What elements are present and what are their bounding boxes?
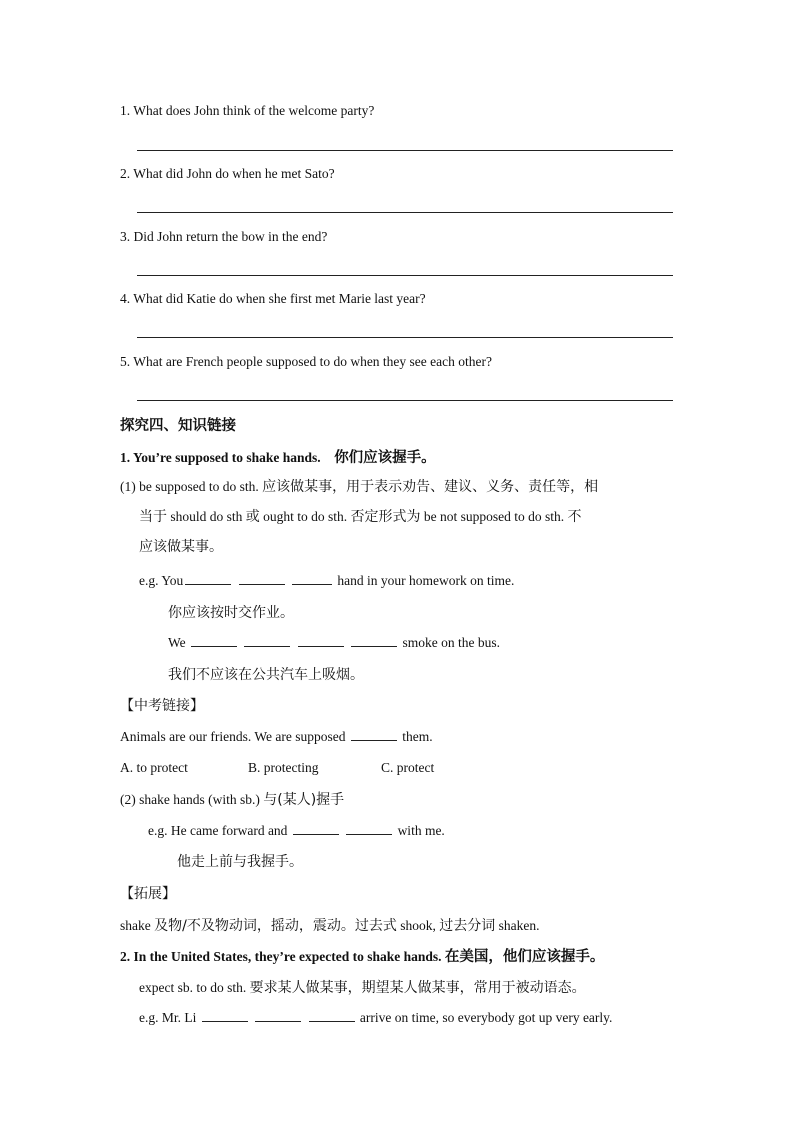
answer-line-3[interactable] bbox=[137, 275, 673, 276]
example-2 bbox=[168, 634, 500, 651]
option-b[interactable]: B. protecting bbox=[248, 760, 319, 775]
example-2-cn: 我们不应该在公共汽车上吸烟。 bbox=[168, 667, 364, 683]
point-1-cn: 你们应该握手。 bbox=[334, 450, 436, 466]
blank[interactable] bbox=[292, 572, 332, 585]
blank[interactable] bbox=[255, 1009, 301, 1022]
answer-line-5[interactable] bbox=[137, 400, 673, 401]
blank[interactable] bbox=[309, 1009, 355, 1022]
blank[interactable] bbox=[239, 572, 285, 585]
note-1-line1-cn: 应该做某事，用于表示劝告、建议、义务、责任等，相 bbox=[262, 479, 599, 495]
question-3: 3. Did John return the bow in the end? bbox=[120, 229, 328, 244]
example-4-prefix: e.g. Mr. Li bbox=[139, 1010, 200, 1025]
option-c[interactable]: C. protect bbox=[381, 760, 435, 775]
note-2-cn: 与(某人)握手 bbox=[263, 792, 345, 808]
question-1: 1. What does John think of the welcome party? bbox=[120, 103, 375, 118]
note-1-term: (1) be supposed to do sth. bbox=[120, 479, 263, 494]
point-1 bbox=[120, 446, 436, 467]
example-4-suffix: arrive on time, so everybody got up very early. bbox=[356, 1010, 613, 1025]
question-2: 2. What did John do when he met Sato? bbox=[120, 166, 335, 181]
example-3 bbox=[148, 822, 445, 839]
answer-line-2[interactable] bbox=[137, 212, 673, 213]
point-2-cn: 在美国，他们应该握手。 bbox=[444, 949, 605, 965]
point-2 bbox=[120, 945, 604, 966]
note-1-line2-e: 否定形式为 bbox=[350, 509, 421, 525]
zhongkao-title: 【中考链接】 bbox=[120, 698, 204, 714]
tuozhan-e: shaken. bbox=[495, 918, 540, 933]
zhongkao-prefix: Animals are our friends. We are supposed bbox=[120, 729, 349, 744]
blank[interactable] bbox=[185, 572, 231, 585]
zhongkao-question bbox=[120, 728, 433, 745]
example-4 bbox=[139, 1009, 612, 1026]
example-1-prefix: e.g. You bbox=[139, 573, 184, 588]
example-1 bbox=[139, 572, 514, 589]
note-1-line1 bbox=[120, 479, 598, 494]
option-a[interactable]: A. to protect bbox=[120, 760, 188, 775]
example-3-cn: 他走上前与我握手。 bbox=[177, 854, 303, 870]
point-2-en: 2. In the United States, they’re expected to shake hands. bbox=[120, 949, 445, 964]
note-1-line2-f: be not supposed to do sth. bbox=[420, 509, 568, 524]
note-2 bbox=[120, 789, 344, 809]
blank[interactable] bbox=[351, 728, 397, 741]
section-title: 探究四、知识链接 bbox=[120, 418, 236, 434]
tuozhan-text bbox=[120, 915, 539, 935]
blank[interactable] bbox=[202, 1009, 248, 1022]
note-1-line3: 应该做某事。 bbox=[139, 539, 223, 555]
tuozhan-title: 【拓展】 bbox=[120, 886, 176, 902]
tuozhan-b: 及物/不及物动词，摇动，震动。过去式 bbox=[154, 918, 397, 934]
note-3 bbox=[139, 977, 586, 997]
note-1-line2 bbox=[120, 502, 674, 532]
example-1-cn: 你应该按时交作业。 bbox=[168, 605, 294, 621]
note-3-en: expect sb. to do sth. bbox=[139, 980, 250, 995]
tuozhan-c: shook, bbox=[396, 918, 440, 933]
note-1-line2-g: 不 bbox=[567, 509, 582, 525]
note-1-line2-c: 或 bbox=[245, 509, 260, 525]
note-1-line2-a: 当于 bbox=[139, 509, 167, 525]
answer-line-4[interactable] bbox=[137, 337, 673, 338]
note-1-line2-d: ought to do sth. bbox=[259, 509, 351, 524]
blank[interactable] bbox=[346, 822, 392, 835]
blank[interactable] bbox=[244, 634, 290, 647]
note-1-line2-b: should do sth bbox=[167, 509, 246, 524]
example-1-suffix: hand in your homework on time. bbox=[334, 573, 515, 588]
example-2-suffix: smoke on the bus. bbox=[399, 635, 501, 650]
example-3-prefix: e.g. He came forward and bbox=[148, 823, 291, 838]
example-3-suffix: with me. bbox=[394, 823, 445, 838]
blank[interactable] bbox=[351, 634, 397, 647]
zhongkao-suffix: them. bbox=[398, 729, 433, 744]
note-3-cn: 要求某人做某事，期望某人做某事，常用于被动语态。 bbox=[249, 980, 586, 996]
example-2-prefix: We bbox=[168, 635, 190, 650]
note-1 bbox=[120, 472, 674, 562]
question-5: 5. What are French people supposed to do when they see each other? bbox=[120, 354, 492, 369]
point-1-en: 1. You’re supposed to shake hands. bbox=[120, 450, 321, 465]
note-2-en: (2) shake hands (with sb.) bbox=[120, 792, 264, 807]
tuozhan-a: shake bbox=[120, 918, 155, 933]
tuozhan-d: 过去分词 bbox=[439, 918, 496, 934]
answer-line-1[interactable] bbox=[137, 150, 673, 151]
blank[interactable] bbox=[298, 634, 344, 647]
blank[interactable] bbox=[191, 634, 237, 647]
question-4: 4. What did Katie do when she first met Marie last year? bbox=[120, 291, 426, 306]
blank[interactable] bbox=[293, 822, 339, 835]
